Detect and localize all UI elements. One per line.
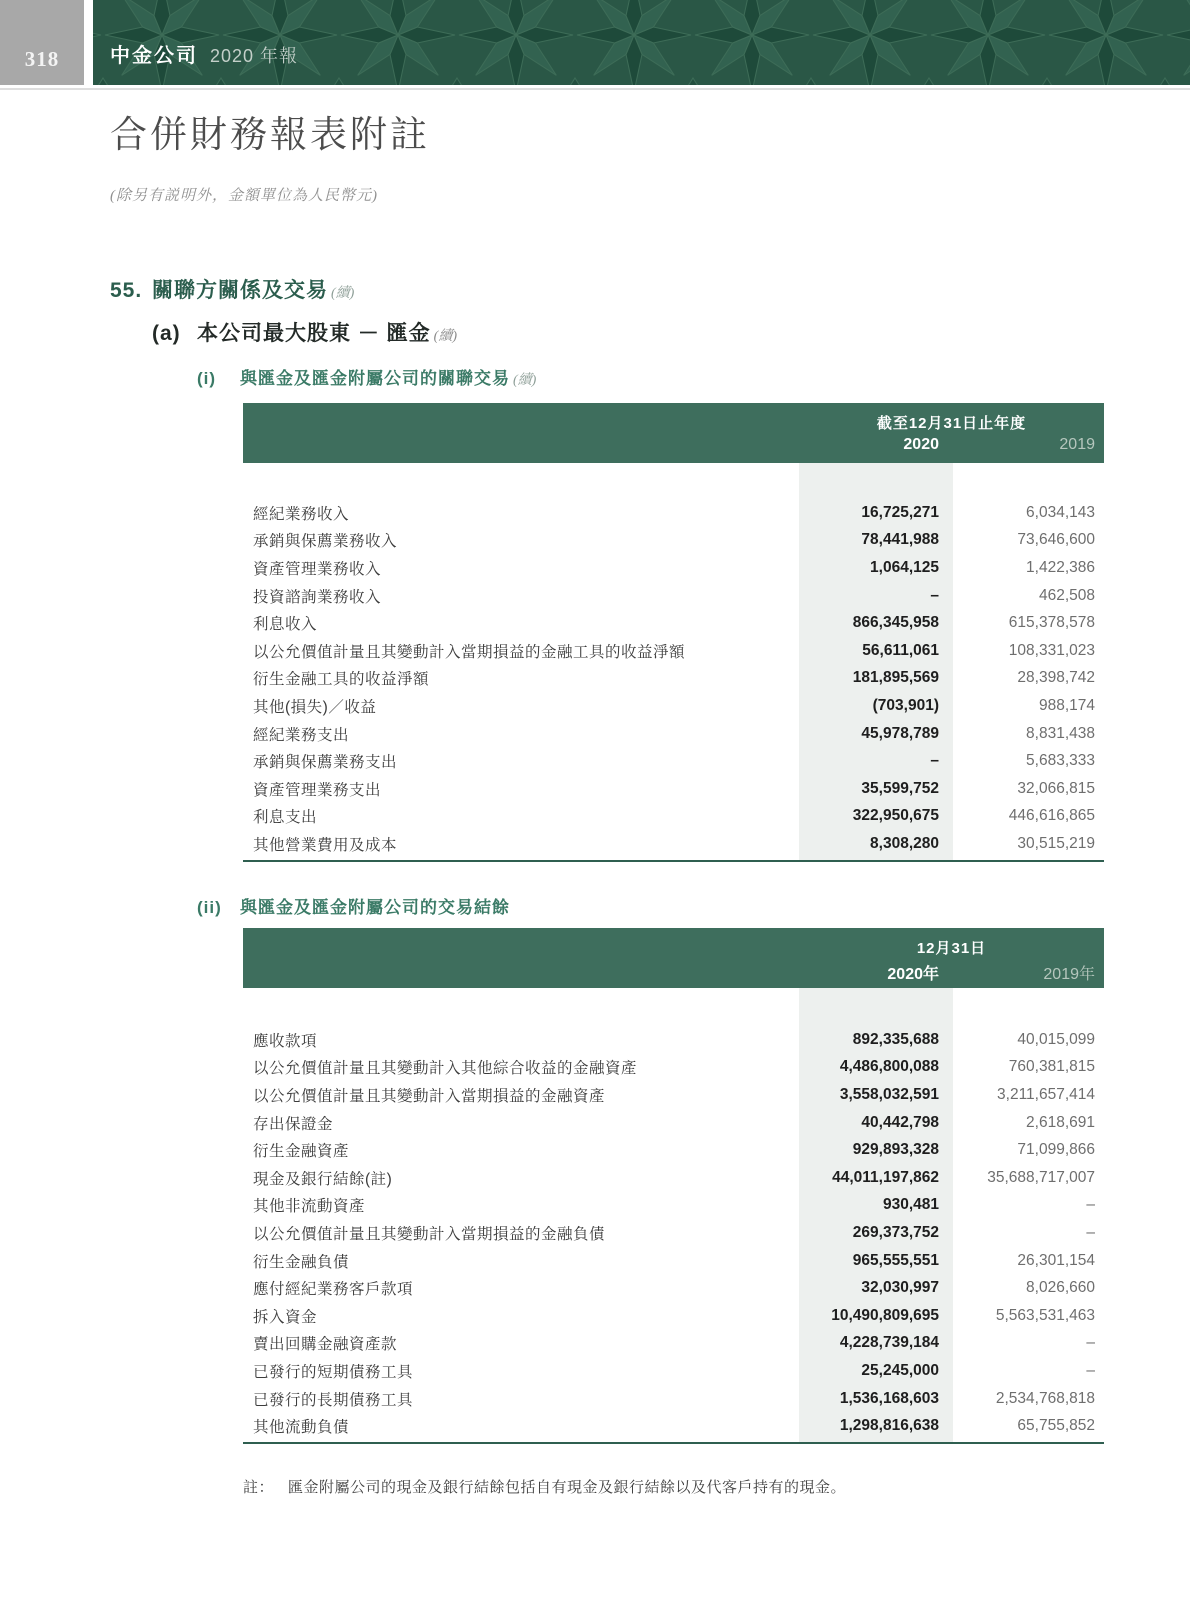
value-2020: 892,335,688	[852, 1030, 939, 1048]
value-2019: 35,688,717,007	[987, 1168, 1095, 1186]
value-2020: 929,893,328	[852, 1141, 939, 1159]
value-2020: 35,599,752	[861, 779, 939, 797]
table-header	[243, 403, 1104, 463]
row-label: 以公允價值計量且其變動計入當期損益的金融資產	[253, 1087, 606, 1105]
value-2019: –	[1086, 1223, 1095, 1241]
column-header-2019: 2019	[1059, 436, 1095, 453]
section-title: 關聯方關係及交易	[152, 279, 328, 302]
row-label: 經紀業務支出	[253, 726, 350, 744]
value-2019: 6,034,143	[1026, 503, 1095, 521]
row-label: 經紀業務收入	[253, 505, 350, 523]
row-label: 利息支出	[253, 809, 318, 827]
subsection-label: (a)	[152, 322, 181, 345]
row-label: 已發行的長期債務工具	[253, 1391, 414, 1409]
value-2020: 10,490,809,695	[831, 1306, 939, 1324]
subsection-title: 本公司最大股東 － 匯金	[197, 322, 431, 345]
value-2020: 56,611,061	[862, 641, 939, 659]
value-2019: 73,646,600	[1017, 531, 1095, 549]
value-2020: –	[930, 586, 939, 604]
value-2020: 1,536,168,603	[839, 1389, 939, 1407]
row-label: 已發行的短期債務工具	[253, 1363, 414, 1381]
value-2020: 25,245,000	[861, 1361, 939, 1379]
table-row	[243, 1302, 1104, 1330]
table-row	[243, 527, 1104, 555]
value-2019: –	[1086, 1361, 1095, 1379]
footnote-text: 匯金附屬公司的現金及銀行結餘包括自有現金及銀行結餘以及代客戶持有的現金。	[288, 1479, 847, 1496]
document-subtitle: (除另有説明外，金額單位為人民幣元)	[110, 188, 378, 204]
table-row	[243, 1274, 1104, 1302]
row-label: 其他流動負債	[253, 1419, 350, 1437]
continued-mark: (續)	[513, 373, 537, 388]
value-2019: 8,026,660	[1026, 1279, 1095, 1297]
row-label: 承銷與保薦業務支出	[253, 754, 398, 772]
page-number-box	[0, 0, 84, 85]
value-2020: 965,555,551	[852, 1251, 939, 1269]
subsection-a-heading	[152, 317, 457, 347]
value-2020: 3,558,032,591	[839, 1085, 939, 1103]
value-2019: 446,616,865	[1008, 807, 1095, 825]
column-header-2020: 2020	[903, 436, 939, 453]
value-2020: 32,030,997	[861, 1279, 939, 1297]
period-label: 截至12月31日止年度	[876, 415, 1027, 432]
value-2019: 3,211,657,414	[997, 1085, 1095, 1103]
table-row	[243, 554, 1104, 582]
continued-mark: (續)	[331, 286, 355, 301]
table-row	[243, 1357, 1104, 1385]
table-row	[243, 803, 1104, 831]
table-row	[243, 637, 1104, 665]
row-label: 賣出回購金融資產款	[253, 1336, 398, 1354]
value-2019: 108,331,023	[1008, 641, 1095, 659]
table-row	[243, 499, 1104, 527]
value-2019: 5,563,531,463	[995, 1306, 1095, 1324]
value-2019: 1,422,386	[1026, 558, 1095, 576]
row-label: 現金及銀行結餘(註)	[253, 1170, 393, 1188]
value-2020: 322,950,675	[852, 807, 939, 825]
header-banner	[93, 0, 1190, 85]
table-row	[243, 665, 1104, 693]
part-ii-heading	[197, 893, 510, 918]
value-2020: 1,298,816,638	[839, 1417, 939, 1435]
part-title: 與匯金及匯金附屬公司的關聯交易	[240, 369, 510, 388]
period-label: 12月31日	[916, 940, 987, 957]
section-55-heading	[110, 274, 354, 304]
value-2019: 462,508	[1038, 586, 1095, 604]
table-row	[243, 1247, 1104, 1275]
table-row	[243, 1109, 1104, 1137]
row-label: 投資諮詢業務收入	[253, 588, 382, 606]
table-row	[243, 582, 1104, 610]
column-header-2020: 2020年	[887, 966, 939, 983]
table-row	[243, 1026, 1104, 1054]
row-label: 衍生金融資產	[253, 1143, 350, 1161]
table-row	[243, 1136, 1104, 1164]
row-label: 以公允價值計量且其變動計入其他綜合收益的金融資產	[253, 1060, 638, 1078]
row-label: 衍生金融工具的收益淨額	[253, 671, 430, 689]
table-header	[243, 928, 1104, 988]
table-row	[243, 720, 1104, 748]
table-row	[243, 775, 1104, 803]
value-2020: –	[930, 752, 939, 770]
table-row	[243, 609, 1104, 637]
table-row	[243, 747, 1104, 775]
row-label: 存出保證金	[253, 1115, 334, 1133]
value-2019: –	[1086, 1334, 1095, 1352]
value-2020: 78,441,988	[861, 531, 939, 549]
document-title: 合併財務報表附註	[110, 115, 430, 156]
part-title: 與匯金及匯金附屬公司的交易結餘	[240, 898, 510, 917]
table-body	[243, 463, 1104, 860]
row-label: 應收款項	[253, 1032, 318, 1050]
value-2019: 40,015,099	[1017, 1030, 1095, 1048]
footnote	[243, 1476, 846, 1497]
table-row	[243, 1385, 1104, 1413]
value-2020: 4,486,800,088	[839, 1058, 939, 1076]
table-body	[243, 988, 1104, 1442]
related-transactions-table	[243, 403, 1104, 862]
part-i-heading	[197, 364, 536, 389]
page-number: 318	[24, 47, 60, 71]
value-2019: 26,301,154	[1017, 1251, 1095, 1269]
row-label: 其他營業費用及成本	[253, 836, 398, 854]
value-2019: 615,378,578	[1008, 614, 1095, 632]
value-2019: 28,398,742	[1017, 669, 1095, 687]
row-label: 應付經紀業務客戶款項	[253, 1281, 414, 1299]
value-2019: 2,618,691	[1026, 1113, 1095, 1131]
table-row	[243, 1054, 1104, 1082]
value-2020: 269,373,752	[852, 1223, 939, 1241]
row-label: 以公允價值計量且其變動計入當期損益的金融負債	[253, 1225, 606, 1243]
value-2020: 1,064,125	[870, 558, 939, 576]
value-2019: –	[1086, 1196, 1095, 1214]
table-row	[243, 830, 1104, 858]
table-row	[243, 1219, 1104, 1247]
table-row	[243, 692, 1104, 720]
value-2019: 5,683,333	[1026, 752, 1095, 770]
table-row	[243, 1192, 1104, 1220]
part-label: (i)	[197, 369, 217, 388]
value-2020: 181,895,569	[852, 669, 939, 687]
row-label: 以公允價值計量且其變動計入當期損益的金融工具的收益淨額	[253, 643, 686, 661]
value-2020: 40,442,798	[861, 1113, 939, 1131]
continued-mark: (續)	[433, 329, 457, 344]
balances-table	[243, 928, 1104, 1444]
header-divider	[0, 88, 1190, 90]
value-2019: 65,755,852	[1017, 1417, 1095, 1435]
part-label: (ii)	[197, 898, 222, 917]
table-row	[243, 1412, 1104, 1440]
banner-title	[110, 39, 298, 68]
value-2019: 988,174	[1038, 696, 1095, 714]
row-label: 資產管理業務支出	[253, 781, 382, 799]
report-edition: 2020 年報	[210, 46, 299, 66]
value-2019: 760,381,815	[1008, 1058, 1095, 1076]
row-label: 其他(損失)／收益	[253, 698, 377, 716]
value-2020: 930,481	[882, 1196, 939, 1214]
value-2020: 4,228,739,184	[839, 1334, 939, 1352]
row-label: 其他非流動資產	[253, 1198, 366, 1216]
section-number: 55.	[110, 279, 143, 302]
value-2019: 32,066,815	[1017, 779, 1095, 797]
value-2019: 30,515,219	[1017, 834, 1095, 852]
value-2019: 8,831,438	[1026, 724, 1095, 742]
value-2020: 45,978,789	[861, 724, 939, 742]
row-label: 拆入資金	[253, 1308, 318, 1326]
column-header-2019: 2019年	[1043, 966, 1095, 983]
value-2020: 44,011,197,862	[832, 1168, 939, 1186]
table-row	[243, 1164, 1104, 1192]
table-row	[243, 1330, 1104, 1358]
row-label: 利息收入	[253, 616, 318, 634]
value-2020: 16,725,271	[861, 503, 939, 521]
table-row	[243, 1081, 1104, 1109]
value-2020: (703,901)	[872, 696, 939, 714]
company-name: 中金公司	[110, 45, 198, 67]
row-label: 承銷與保薦業務收入	[253, 533, 398, 551]
value-2019: 71,099,866	[1017, 1141, 1095, 1159]
value-2020: 866,345,958	[852, 614, 939, 632]
row-label: 衍生金融負債	[253, 1253, 350, 1271]
value-2020: 8,308,280	[870, 834, 939, 852]
footnote-label: 註：	[243, 1479, 275, 1496]
value-2019: 2,534,768,818	[995, 1389, 1095, 1407]
row-label: 資產管理業務收入	[253, 560, 382, 578]
